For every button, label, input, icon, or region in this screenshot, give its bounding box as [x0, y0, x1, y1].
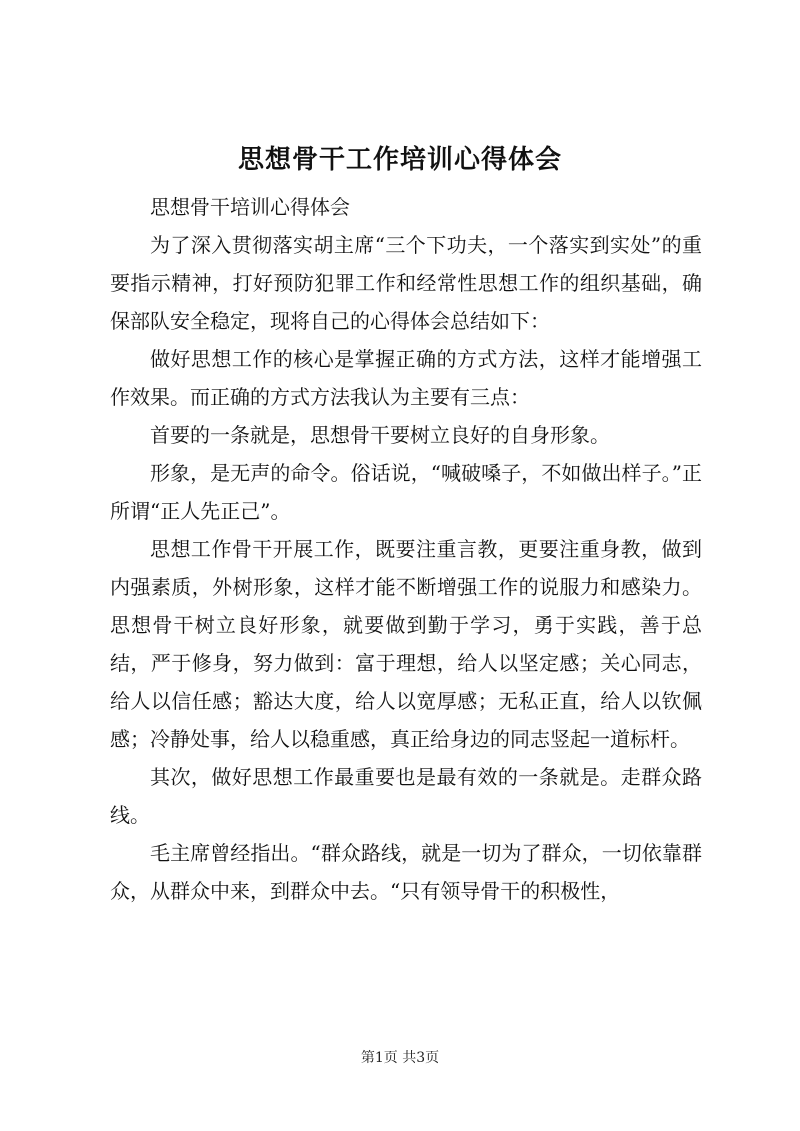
paragraph-mass-line: 毛主席曾经指出。“群众路线，就是一切为了群众，一切依靠群众，从群众中来，到群众中去。“只有领导骨干的积极性， [110, 841, 702, 903]
document-subtitle: 思想骨干培训心得体会 [150, 195, 350, 219]
paragraph-core-method: 做好思想工作的核心是掌握正确的方式方法，这样才能增强工作效果。而正确的方式方法我认为主要有三点： [110, 347, 702, 409]
document-body [110, 188, 702, 910]
paragraph-second-point: 其次，做好思想工作最重要也是最有效的一条就是。走群众路线。 [110, 765, 702, 827]
paragraph-intro: 为了深入贯彻落实胡主席“三个下功夫，一个落实到实处”的重要指示精神，打好预防犯罪工作和经常性思想工作的组织基础，确保部队安全稳定，现将自己的心得体会总结如下： [110, 233, 702, 333]
paragraph-image: 形象，是无声的命令。俗话说，“喊破嗓子，不如做出样子。”正所谓“正人先正己”。 [110, 461, 702, 523]
page-title: 思想骨干工作培训心得体会 [237, 145, 562, 175]
page-number-footer: 第1页 共3页 [360, 1050, 440, 1066]
paragraph-role-model: 思想工作骨干开展工作，既要注重言教，更要注重身教，做到内强素质，外树形象，这样才能不断增强工作的说服力和感染力。思想骨干树立良好形象，就要做到勤于学习，勇于实践，善于总结，严于修身，努力做到：富于理想，给人以坚定感；关心同志，给人以信任感；豁达大度，给人以宽厚感；无私正直，给人以钦佩感；冷静处事，给人以稳重感，真正给身边的同志竖起一道标杆。 [110, 537, 702, 751]
paragraph-first-point: 首要的一条就是，思想骨干要树立良好的自身形象。 [150, 423, 610, 447]
